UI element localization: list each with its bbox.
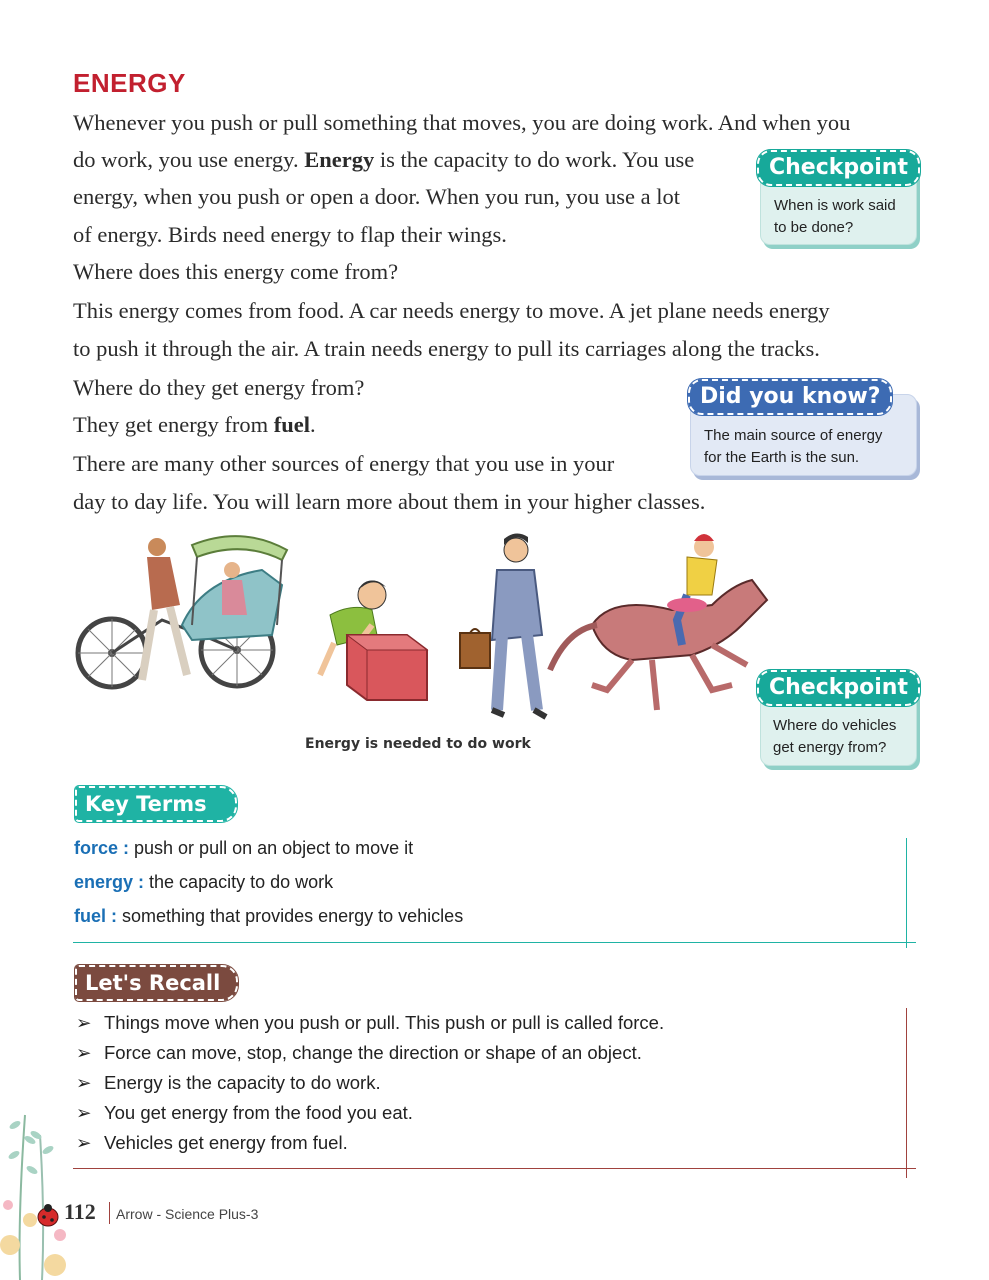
did-you-know-line: for the Earth is the sun. xyxy=(704,449,860,466)
key-term-definition: push or pull on an object to move it xyxy=(129,838,414,858)
key-terms-tag: Key Terms xyxy=(75,786,237,822)
recall-item: ➢ Energy is the capacity to do work. xyxy=(76,1072,381,1093)
bold-term-fuel: fuel xyxy=(273,412,311,437)
boy-pushing-box-illustration xyxy=(320,580,427,700)
key-term-definition: the capacity to do work xyxy=(144,872,334,892)
page-number: 112 xyxy=(64,1199,96,1224)
key-term-item xyxy=(74,906,463,927)
page-heading: ENERGY xyxy=(73,68,186,98)
arrow-bullet-icon: ➢ xyxy=(76,1012,92,1033)
recall-item: ➢ Things move when you push or pull. This push or pull is called force. xyxy=(76,1012,665,1033)
did-you-know-tag: Did you know? xyxy=(688,379,892,415)
key-term-item xyxy=(74,838,413,859)
key-term-item xyxy=(74,872,333,893)
key-term-word: fuel : xyxy=(74,906,117,926)
checkpoint-tag: Checkpoint xyxy=(757,150,920,186)
paragraph-line: energy, when you push or open a door. When you run, you use a lot xyxy=(73,184,680,209)
lets-recall-tag: Let's Recall xyxy=(75,965,238,1001)
paragraph-line: day to day life. You will learn more about them in your higher classes. xyxy=(73,489,706,514)
key-term-word: energy : xyxy=(74,872,145,892)
footer-separator xyxy=(109,1202,110,1224)
lets-recall-divider xyxy=(73,1168,916,1169)
paragraph-line: They get energy from fuel. xyxy=(73,412,316,437)
paragraph-line: do work, you use energy. Energy is the capacity to do work. You use xyxy=(73,147,695,172)
recall-item: ➢ Vehicles get energy from fuel. xyxy=(76,1132,348,1153)
did-you-know-line: The main source of energy xyxy=(704,427,883,444)
checkpoint-question-line: to be done? xyxy=(774,219,854,236)
cycle-rickshaw-illustration xyxy=(78,536,287,687)
paragraph-line: to push it through the air. A train needs energy to pull its carriages along the tracks. xyxy=(73,336,820,361)
arrow-bullet-icon: ➢ xyxy=(76,1042,92,1063)
lets-recall-border xyxy=(906,1008,907,1178)
arrow-bullet-icon: ➢ xyxy=(76,1072,92,1093)
checkpoint-tag: Checkpoint xyxy=(757,670,920,706)
checkpoint-question-line: Where do vehicles xyxy=(773,717,897,734)
recall-item: ➢ Force can move, stop, change the direction or shape of an object. xyxy=(76,1042,642,1063)
key-term-word: force : xyxy=(74,838,130,858)
bold-term-energy: Energy xyxy=(304,147,375,172)
horse-rider-illustration xyxy=(550,534,767,710)
arrow-bullet-icon: ➢ xyxy=(76,1102,92,1123)
man-with-briefcase-illustration xyxy=(460,533,546,717)
arrow-bullet-icon: ➢ xyxy=(76,1132,92,1153)
figure-caption: Energy is needed to do work xyxy=(305,736,531,752)
paragraph-line: Where does this energy come from? xyxy=(73,259,399,284)
key-term-definition: something that provides energy to vehicles xyxy=(117,906,464,926)
energy-work-illustration xyxy=(72,525,772,740)
paragraph-line: Where do they get energy from? xyxy=(73,375,365,400)
ladybug-icon xyxy=(38,1204,58,1226)
key-terms-border xyxy=(906,838,907,948)
paragraph-line: Whenever you push or pull something that moves, you are doing work. And when you xyxy=(73,110,851,135)
checkpoint-question-line: When is work said xyxy=(774,197,896,214)
paragraph-line: There are many other sources of energy that you use in your xyxy=(73,451,615,476)
paragraph-line: This energy comes from food. A car needs energy to move. A jet plane needs energy xyxy=(73,298,830,323)
recall-item: ➢ You get energy from the food you eat. xyxy=(76,1102,413,1123)
floral-decoration-icon xyxy=(0,1095,70,1280)
checkpoint-question-line: get energy from? xyxy=(773,739,887,756)
key-terms-divider xyxy=(73,942,916,943)
paragraph-line: of energy. Birds need energy to flap their wings. xyxy=(73,222,507,247)
book-title: Arrow - Science Plus-3 xyxy=(116,1206,259,1222)
